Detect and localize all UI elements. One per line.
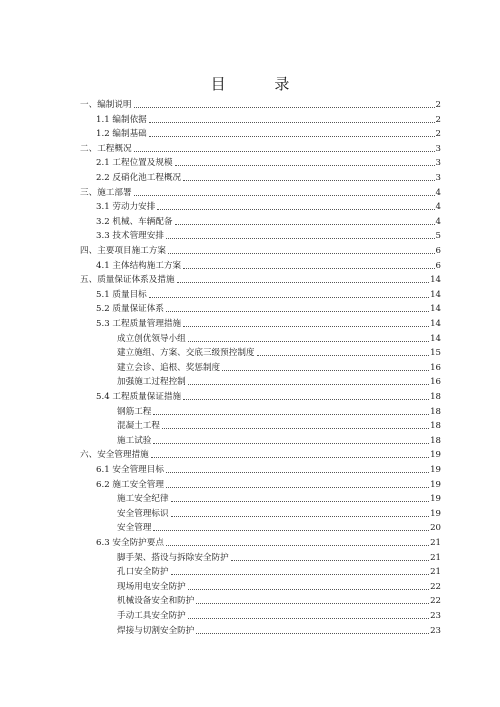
- toc-entry[interactable]: [117, 434, 441, 447]
- toc-dot-leader: [166, 238, 435, 239]
- toc-entry[interactable]: [117, 419, 441, 432]
- toc-dot-leader: [153, 414, 429, 415]
- toc-entry[interactable]: [80, 142, 441, 155]
- toc-dot-leader: [175, 165, 435, 166]
- toc-entry-label: 混凝土工程: [117, 421, 160, 432]
- toc-entry-label: 3.2 机械、车辆配备: [96, 216, 173, 227]
- toc-entry-label: 手动工具安全防护: [117, 611, 186, 621]
- toc-entry[interactable]: [96, 390, 441, 403]
- toc-entry[interactable]: [80, 186, 441, 199]
- toc-entry[interactable]: [117, 346, 441, 359]
- toc-entry[interactable]: [96, 317, 441, 330]
- toc-dot-leader: [134, 107, 435, 108]
- toc-entry[interactable]: [117, 565, 441, 578]
- toc-entry-page-number: 14: [430, 319, 441, 329]
- toc-dot-leader: [166, 311, 429, 312]
- toc-entry[interactable]: [80, 244, 441, 257]
- toc-entry[interactable]: [117, 332, 441, 345]
- toc-dot-leader: [149, 122, 435, 123]
- toc-entry[interactable]: [96, 536, 441, 549]
- toc-entry-label: 施工试验: [117, 435, 152, 446]
- toc-dot-leader: [134, 195, 435, 196]
- toc-entry-page-number: 21: [430, 538, 441, 548]
- toc-dot-leader: [166, 472, 429, 473]
- toc-entry-label: 成立创优领导小组: [117, 333, 186, 344]
- toc-entry[interactable]: [96, 302, 441, 315]
- toc-entry-label: 2.1 工程位置及规模: [96, 158, 173, 169]
- toc-dot-leader: [183, 268, 434, 269]
- toc-dot-leader: [134, 151, 435, 152]
- toc-entry[interactable]: [96, 200, 441, 213]
- toc-dot-leader: [166, 545, 429, 546]
- toc-entry-page-number: 22: [430, 581, 441, 592]
- toc-entry-label: 4.1 主体结构施工方案: [96, 260, 182, 271]
- toc-entry-label: 6.3 安全防护要点: [96, 538, 164, 548]
- toc-entry-label: 5.4 工程质量保证措施: [96, 392, 182, 402]
- toc-entry-page-number: 19: [430, 479, 441, 490]
- toc-dot-leader: [188, 341, 429, 342]
- toc-dot-leader: [188, 589, 429, 590]
- toc-entry-page-number: 14: [430, 289, 441, 300]
- toc-dot-leader: [162, 428, 429, 429]
- toc-dot-leader: [153, 530, 429, 531]
- toc-entry-label: 安全管理: [117, 523, 152, 534]
- toc-entry[interactable]: [117, 492, 441, 505]
- toc-entry[interactable]: [117, 361, 441, 374]
- toc-entry-label: 四、主要项目施工方案: [80, 246, 166, 256]
- toc-entry-page-number: 18: [430, 406, 441, 417]
- toc-entry-page-number: 3: [435, 173, 441, 183]
- toc-entry[interactable]: [80, 448, 441, 461]
- toc-entry-label: 机械设备安全和防护: [117, 596, 195, 607]
- toc-entry[interactable]: [96, 288, 441, 301]
- toc-entry[interactable]: [117, 609, 441, 622]
- toc-dot-leader: [171, 574, 429, 575]
- toc-entry-label: 一、编制说明: [80, 100, 132, 110]
- toc-entry-page-number: 18: [430, 421, 441, 432]
- toc-entry-page-number: 2: [435, 114, 441, 125]
- toc-entry[interactable]: [117, 521, 441, 534]
- toc-entry-label: 1.2 编制基础: [96, 129, 147, 140]
- toc-entry[interactable]: [96, 113, 441, 126]
- toc-entry-page-number: 2: [435, 100, 441, 110]
- toc-entry[interactable]: [117, 405, 441, 418]
- toc-entry-label: 建立施组、方案、交底三级预控制度: [117, 348, 255, 359]
- toc-entry-page-number: 18: [430, 392, 441, 402]
- toc-entry-label: 脚手架、搭设与拆除安全防护: [117, 552, 229, 563]
- toc-entry-page-number: 5: [435, 231, 441, 242]
- toc-entry-page-number: 19: [430, 508, 441, 519]
- toc-entry-label: 1.1 编制依据: [96, 114, 147, 125]
- toc-entry[interactable]: [117, 594, 441, 607]
- toc-dot-leader: [183, 180, 434, 181]
- toc-entry-label: 5.1 质量目标: [96, 289, 147, 300]
- toc-entry-page-number: 20: [430, 523, 441, 534]
- toc-entry-label: 2.2 反硝化池工程概况: [96, 173, 182, 183]
- toc-entry-page-number: 3: [435, 143, 441, 154]
- toc-entry-page-number: 23: [430, 611, 441, 621]
- toc-entry-label: 6.2 施工安全管理: [96, 479, 164, 490]
- toc-entry[interactable]: [96, 229, 441, 242]
- toc-dot-leader: [257, 355, 430, 356]
- toc-dot-leader: [171, 516, 429, 517]
- toc-entry-label: 5.3 工程质量管理措施: [96, 319, 182, 329]
- toc-entry-page-number: 16: [430, 362, 441, 373]
- toc-entry-page-number: 21: [430, 552, 441, 563]
- toc-entry-page-number: 14: [430, 333, 441, 344]
- toc-entry-page-number: 19: [430, 465, 441, 475]
- toc-entry[interactable]: [117, 507, 441, 520]
- toc-entry-label: 六、安全管理措施: [80, 450, 149, 461]
- toc-dot-leader: [177, 282, 430, 283]
- toc-entry-label: 二、工程概况: [80, 143, 132, 154]
- toc-entry-label: 现场用电安全防护: [117, 581, 186, 592]
- toc-dot-leader: [157, 209, 434, 210]
- toc-entry-page-number: 3: [435, 158, 441, 169]
- toc-dot-leader: [168, 253, 435, 254]
- toc-entry-label: 五、质量保证体系及措施: [80, 275, 175, 286]
- toc-entry[interactable]: [96, 478, 441, 491]
- toc-entry[interactable]: [96, 259, 441, 272]
- toc-entry[interactable]: [117, 551, 441, 564]
- toc-dot-leader: [183, 399, 429, 400]
- toc-entry-label: 孔口安全防护: [117, 567, 169, 578]
- toc-dot-leader: [188, 618, 429, 619]
- toc-entry-page-number: 4: [435, 187, 441, 198]
- toc-entry-page-number: 4: [435, 216, 441, 227]
- toc-entry[interactable]: [117, 580, 441, 593]
- toc-entry-page-number: 2: [435, 129, 441, 140]
- toc-dot-leader: [151, 457, 429, 458]
- toc-entry-page-number: 21: [430, 567, 441, 578]
- toc-entry-label: 3.1 劳动力安排: [96, 202, 156, 213]
- toc-dot-leader: [222, 370, 429, 371]
- toc-entry-page-number: 15: [430, 348, 441, 359]
- toc-entry-label: 施工安全纪律: [117, 494, 169, 505]
- toc-entry[interactable]: [96, 127, 441, 140]
- toc-entry-label: 6.1 安全管理目标: [96, 465, 164, 475]
- toc-dot-leader: [175, 224, 435, 225]
- toc-entry[interactable]: [80, 273, 441, 286]
- toc-entry-page-number: 14: [430, 304, 441, 315]
- toc-entry-page-number: 14: [430, 275, 441, 286]
- toc-entry-page-number: 6: [435, 260, 441, 271]
- toc-entry-label: 焊接与切割安全防护: [117, 625, 195, 636]
- toc-dot-leader: [196, 633, 429, 634]
- toc-entry[interactable]: [117, 375, 441, 388]
- toc-dot-leader: [183, 326, 429, 327]
- toc-entry-label: 钢筋工程: [117, 406, 152, 417]
- toc-dot-leader: [149, 297, 429, 298]
- toc-entry-page-number: 16: [430, 377, 441, 388]
- toc-dot-leader: [171, 501, 429, 502]
- toc-title: 目 录: [210, 75, 312, 93]
- toc-entry-label: 建立会诊、追根、奖惩制度: [117, 362, 221, 373]
- toc-entry[interactable]: [117, 624, 441, 637]
- toc-dot-leader: [196, 603, 429, 604]
- toc-entry[interactable]: [96, 156, 441, 169]
- toc-entry-page-number: 6: [435, 246, 441, 256]
- toc-entry-page-number: 19: [430, 450, 441, 461]
- toc-dot-leader: [231, 560, 429, 561]
- toc-entry-page-number: 4: [435, 202, 441, 213]
- toc-entry-label: 三、施工部署: [80, 187, 132, 198]
- toc-entry-page-number: 23: [430, 625, 441, 636]
- toc-dot-leader: [188, 384, 429, 385]
- toc-entry[interactable]: [96, 171, 441, 184]
- toc-entry-page-number: 18: [430, 435, 441, 446]
- toc-entry-label: 3.3 技术管理安排: [96, 231, 164, 242]
- toc-dot-leader: [153, 443, 429, 444]
- toc-dot-leader: [149, 136, 435, 137]
- toc-entry-label: 安全管理标识: [117, 508, 169, 519]
- toc-entry[interactable]: [96, 463, 441, 476]
- toc-entry-label: 5.2 质量保证体系: [96, 304, 164, 315]
- toc-entry[interactable]: [80, 98, 441, 111]
- toc-entry[interactable]: [96, 215, 441, 228]
- toc-entry-page-number: 22: [430, 596, 441, 607]
- toc-entry-page-number: 19: [430, 494, 441, 505]
- toc-entry-label: 加强施工过程控制: [117, 377, 186, 388]
- toc-dot-leader: [166, 487, 429, 488]
